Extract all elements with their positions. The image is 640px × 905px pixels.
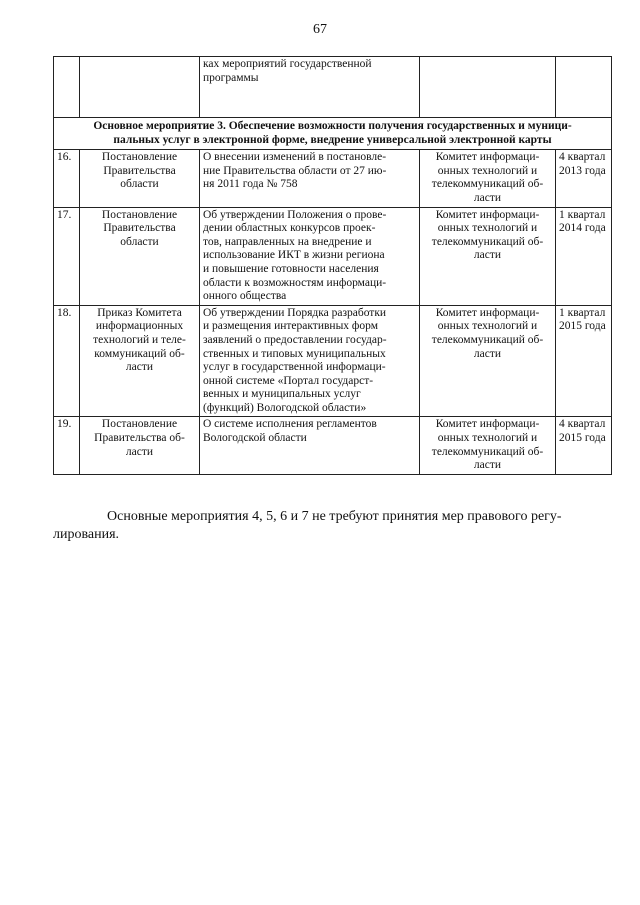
table-row: [54, 417, 612, 474]
exec-line: онных технологий и: [437, 432, 538, 445]
exec-line: онных технологий и: [437, 222, 538, 235]
type-line: Приказ Комитета: [97, 306, 182, 319]
cell-num: [54, 57, 80, 118]
cell-doc-type: [80, 57, 200, 118]
paragraph-line: лирования.: [53, 527, 120, 542]
continuation-row: [54, 57, 612, 118]
term-line: 4 квартал: [559, 151, 606, 164]
type-line: коммуникаций об-: [94, 347, 185, 360]
closing-paragraph: [53, 508, 611, 544]
type-line: технологий и теле-: [93, 333, 186, 346]
measures-table: [53, 56, 612, 475]
exec-line: ласти: [473, 249, 502, 262]
term-line: 2013 года: [559, 164, 606, 177]
paragraph-line: Основные мероприятия 4, 5, 6 и 7 не требуют принятия мер правового регу-: [107, 509, 562, 524]
title-line: и размещения интерактивных форм: [203, 320, 378, 333]
exec-line: телекоммуникаций об-: [431, 235, 544, 248]
cell-doc-title: [200, 417, 420, 474]
cell-term: [556, 305, 612, 417]
term-line: 2015 года: [559, 432, 606, 445]
title-line: и повышение готовности населения: [203, 262, 379, 275]
cell-doc-type: [80, 207, 200, 305]
cell-executor: [420, 305, 556, 417]
cell-num: 16.: [54, 150, 80, 207]
cell-executor: [420, 57, 556, 118]
cell-executor: [420, 150, 556, 207]
cell-doc-title: [200, 150, 420, 207]
exec-line: ласти: [473, 191, 502, 204]
title-line: использование ИКТ в жизни региона: [203, 249, 385, 262]
exec-line: Комитет информаци-: [435, 418, 540, 431]
cell-term: [556, 207, 612, 305]
cell-executor: [420, 417, 556, 474]
title-line: О внесении изменений в постановле-: [203, 151, 387, 164]
exec-line: телекоммуникаций об-: [431, 178, 544, 191]
title-line: ня 2011 года № 758: [203, 178, 298, 191]
title-line: заявлений о предоставлении государ-: [203, 333, 387, 346]
type-line: информационных: [95, 320, 184, 333]
title-line: ках мероприятий государственной: [203, 58, 372, 70]
section-heading-row: [54, 118, 612, 150]
type-line: Постановление: [101, 151, 178, 164]
title-line: венных и муниципальных услуг: [203, 388, 361, 401]
title-line: Вологодской области: [203, 432, 307, 445]
title-line: (функций) Вологодской области»: [203, 401, 367, 414]
cell-doc-title: [200, 57, 420, 118]
exec-line: ласти: [473, 347, 502, 360]
exec-line: телекоммуникаций об-: [431, 333, 544, 346]
cell-term: [556, 150, 612, 207]
exec-line: онных технологий и: [437, 164, 538, 177]
section-heading: [54, 118, 612, 150]
page-number: 67: [313, 22, 327, 37]
table-row: [54, 150, 612, 207]
cell-num: 19.: [54, 417, 80, 474]
cell-term: [556, 417, 612, 474]
title-line: тов, направленных на внедрение и: [203, 235, 372, 248]
type-line: области: [120, 235, 159, 248]
cell-num: 17.: [54, 207, 80, 305]
section-line: Основное мероприятие 3. Обеспечение возможности получения государственных и муници-: [93, 120, 572, 132]
term-line: 1 квартал: [559, 306, 606, 319]
exec-line: Комитет информаци-: [435, 208, 540, 221]
title-line: онной системе «Портал государст-: [203, 374, 374, 387]
exec-line: телекоммуникаций об-: [431, 445, 544, 458]
cell-executor: [420, 207, 556, 305]
exec-line: ласти: [473, 459, 502, 472]
exec-line: Комитет информаци-: [435, 306, 540, 319]
type-line: Правительства: [103, 164, 176, 177]
type-line: области: [120, 178, 159, 191]
title-line: ственных и типовых муниципальных: [203, 347, 386, 360]
type-line: Постановление: [101, 418, 178, 431]
title-line: услуг в государственной информаци-: [203, 361, 386, 374]
title-line: онного общества: [203, 290, 287, 303]
title-line: дении областных конкурсов проек-: [203, 222, 376, 235]
cell-num: 18.: [54, 305, 80, 417]
term-line: 4 квартал: [559, 418, 606, 431]
type-line: ласти: [125, 361, 154, 374]
exec-line: Комитет информаци-: [435, 151, 540, 164]
type-line: Правительства об-: [94, 432, 185, 445]
section-line: пальных услуг в электронной форме, внедрение универсальной электронной карты: [113, 133, 552, 146]
term-line: 2015 года: [559, 320, 606, 333]
title-line: области к возможностям информаци-: [203, 276, 387, 289]
title-line: Об утверждении Положения о прове-: [203, 208, 387, 221]
title-line: программы: [203, 71, 259, 84]
title-line: О системе исполнения регламентов: [203, 418, 377, 431]
term-line: 1 квартал: [559, 208, 606, 221]
cell-doc-title: [200, 305, 420, 417]
type-line: ласти: [125, 445, 154, 458]
cell-doc-type: [80, 305, 200, 417]
cell-doc-type: [80, 150, 200, 207]
term-line: 2014 года: [559, 222, 606, 235]
type-line: Постановление: [101, 208, 178, 221]
table-row: [54, 207, 612, 305]
type-line: Правительства: [103, 222, 176, 235]
cell-doc-title: [200, 207, 420, 305]
exec-line: онных технологий и: [437, 320, 538, 333]
cell-term: [556, 57, 612, 118]
title-line: Об утверждении Порядка разработки: [203, 306, 387, 319]
table-row: [54, 305, 612, 417]
title-line: ние Правительства области от 27 ию-: [203, 164, 387, 177]
cell-doc-type: [80, 417, 200, 474]
